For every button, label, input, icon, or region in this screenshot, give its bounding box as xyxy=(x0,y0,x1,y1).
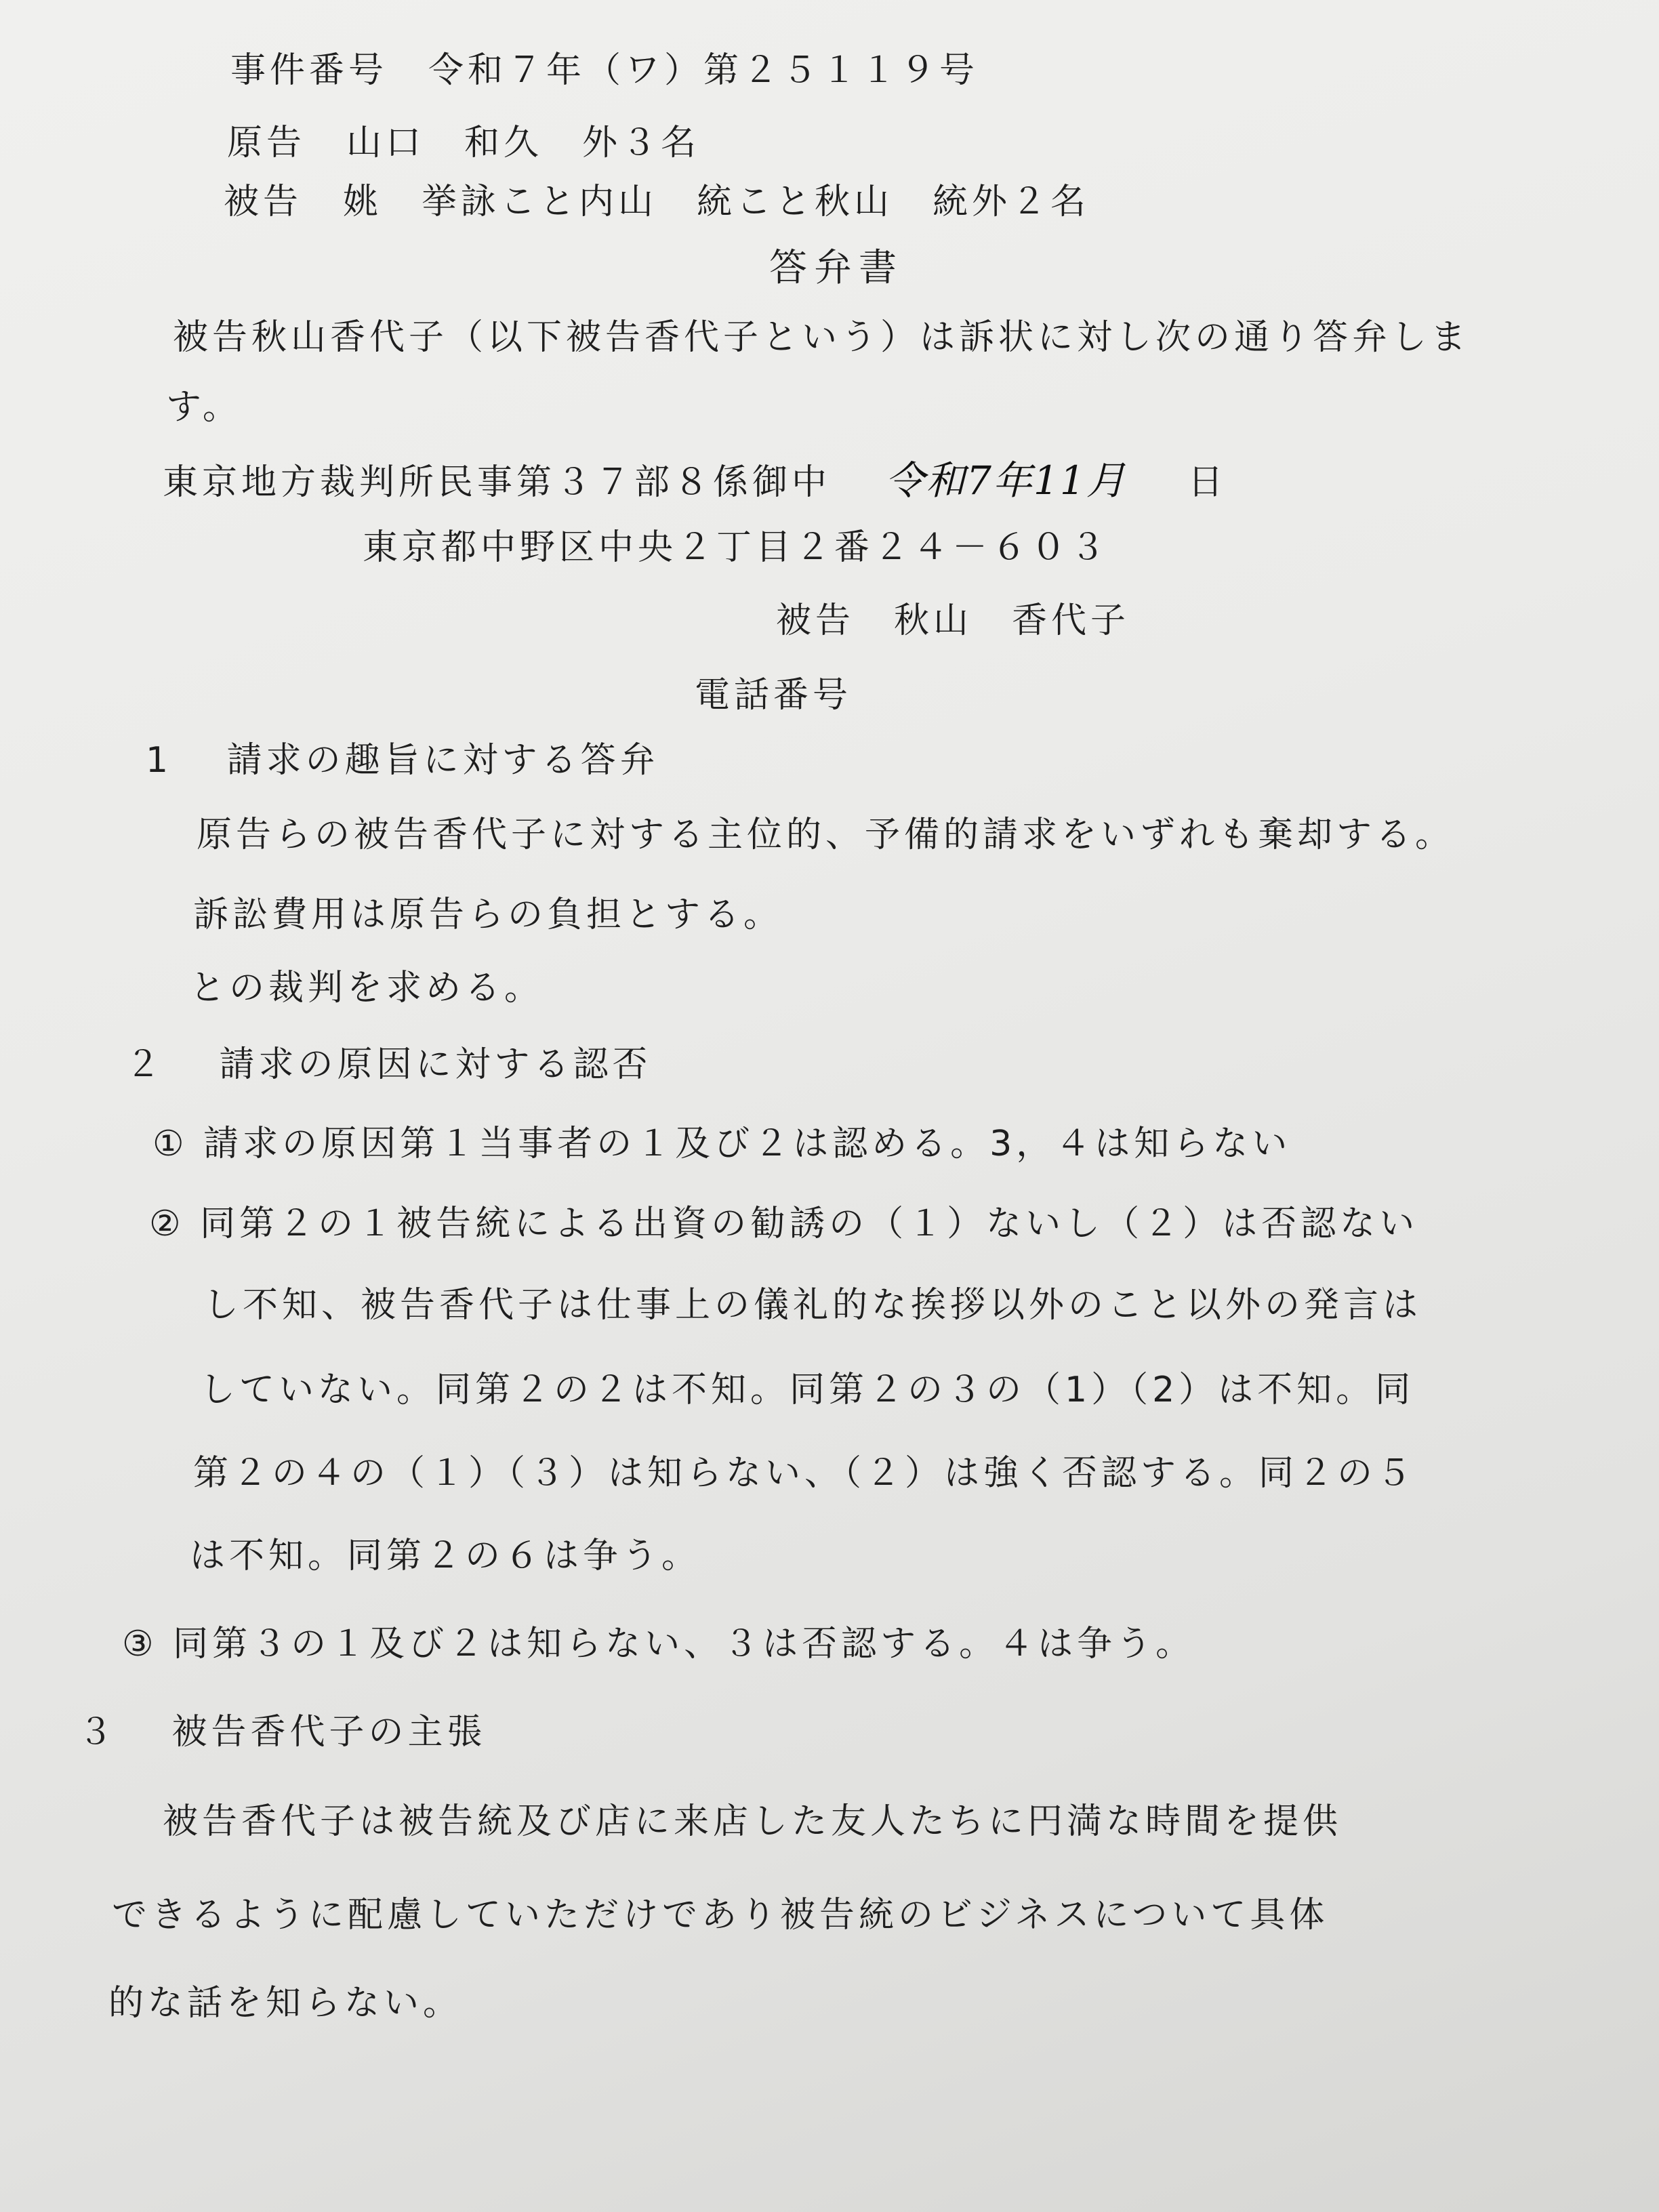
sender-name: 被告 秋山 香代子 xyxy=(776,600,1130,641)
defendant-label: 被告 xyxy=(224,182,303,222)
sender-address: 東京都中野区中央２丁目２番２４－６０３ xyxy=(363,527,1110,568)
section2-item-2-line-1: ② 同第２の１被告統による出資の勧誘の（１）ないし（２）は否認ない xyxy=(149,1204,1419,1244)
section3-line-3: 的な話を知らない。 xyxy=(108,1983,463,2024)
section3-line-2: できるように配慮していただけであり被告統のビジネスについて具体 xyxy=(112,1895,1329,1936)
document-title: 答弁書 xyxy=(769,246,903,290)
intro-line-1: 被告秋山香代子（以下被告香代子という）は訴状に対し次の通り答弁しま xyxy=(173,317,1471,358)
phone-label: 電話番号 xyxy=(695,675,853,716)
section1-heading: 1 請求の趣旨に対する答弁 xyxy=(146,740,659,781)
section2-item-1: ① 請求の原因第１当事者の１及び２は認める。3，４は知らない xyxy=(152,1124,1292,1164)
section3-line-1: 被告香代子は被告統及び店に来店した友人たちに円満な時間を提供 xyxy=(163,1801,1343,1842)
handwritten-date: 令和7年11月 xyxy=(885,457,1127,504)
defendant-line xyxy=(224,184,1090,220)
section1-line-2: 訴訟費用は原告らの負担とする。 xyxy=(193,895,783,935)
plaintiff-label: 原告 xyxy=(227,123,306,163)
case-number-line xyxy=(230,50,979,91)
court-line xyxy=(163,457,1227,504)
section2-item-2-line-4: 第２の４の（１）（３）は知らない、（２）は強く否認する。同２の５ xyxy=(193,1453,1416,1494)
section2-item-2-line-5: は不知。同第２の６は争う。 xyxy=(190,1536,701,1576)
defendant-value: 姚 挙詠こと内山 統こと秋山 統外２名 xyxy=(343,182,1090,222)
section2-item-2-line-2: し不知、被告香代子は仕事上の儀礼的な挨拶以外のこと以外の発言は xyxy=(203,1285,1422,1326)
section2-item-2-line-3: していない。同第２の２は不知。同第２の３の（1）（2）は不知。同 xyxy=(200,1370,1415,1410)
case-number-value: 令和７年（ワ）第２５１１９号 xyxy=(428,50,979,91)
section3-heading: ３ 被告香代子の主張 xyxy=(78,1712,487,1753)
court-name: 東京地方裁判所民事第３７部８係御中 xyxy=(163,462,832,503)
section2-item-3: ③ 同第３の１及び２は知らない、３は否認する。４は争う。 xyxy=(122,1624,1195,1664)
section1-line-3: との裁判を求める。 xyxy=(190,968,544,1008)
date-day: 日 xyxy=(1187,462,1227,503)
section2-heading: ２ 請求の原因に対する認否 xyxy=(125,1044,652,1085)
intro-line-2: す。 xyxy=(166,387,242,428)
plaintiff-value: 山口 和久 外３名 xyxy=(346,123,701,163)
case-number-label: 事件番号 xyxy=(230,50,388,91)
section1-line-1: 原告らの被告香代子に対する主位的、予備的請求をいずれも棄却する。 xyxy=(197,815,1455,855)
plaintiff-line xyxy=(227,125,700,161)
